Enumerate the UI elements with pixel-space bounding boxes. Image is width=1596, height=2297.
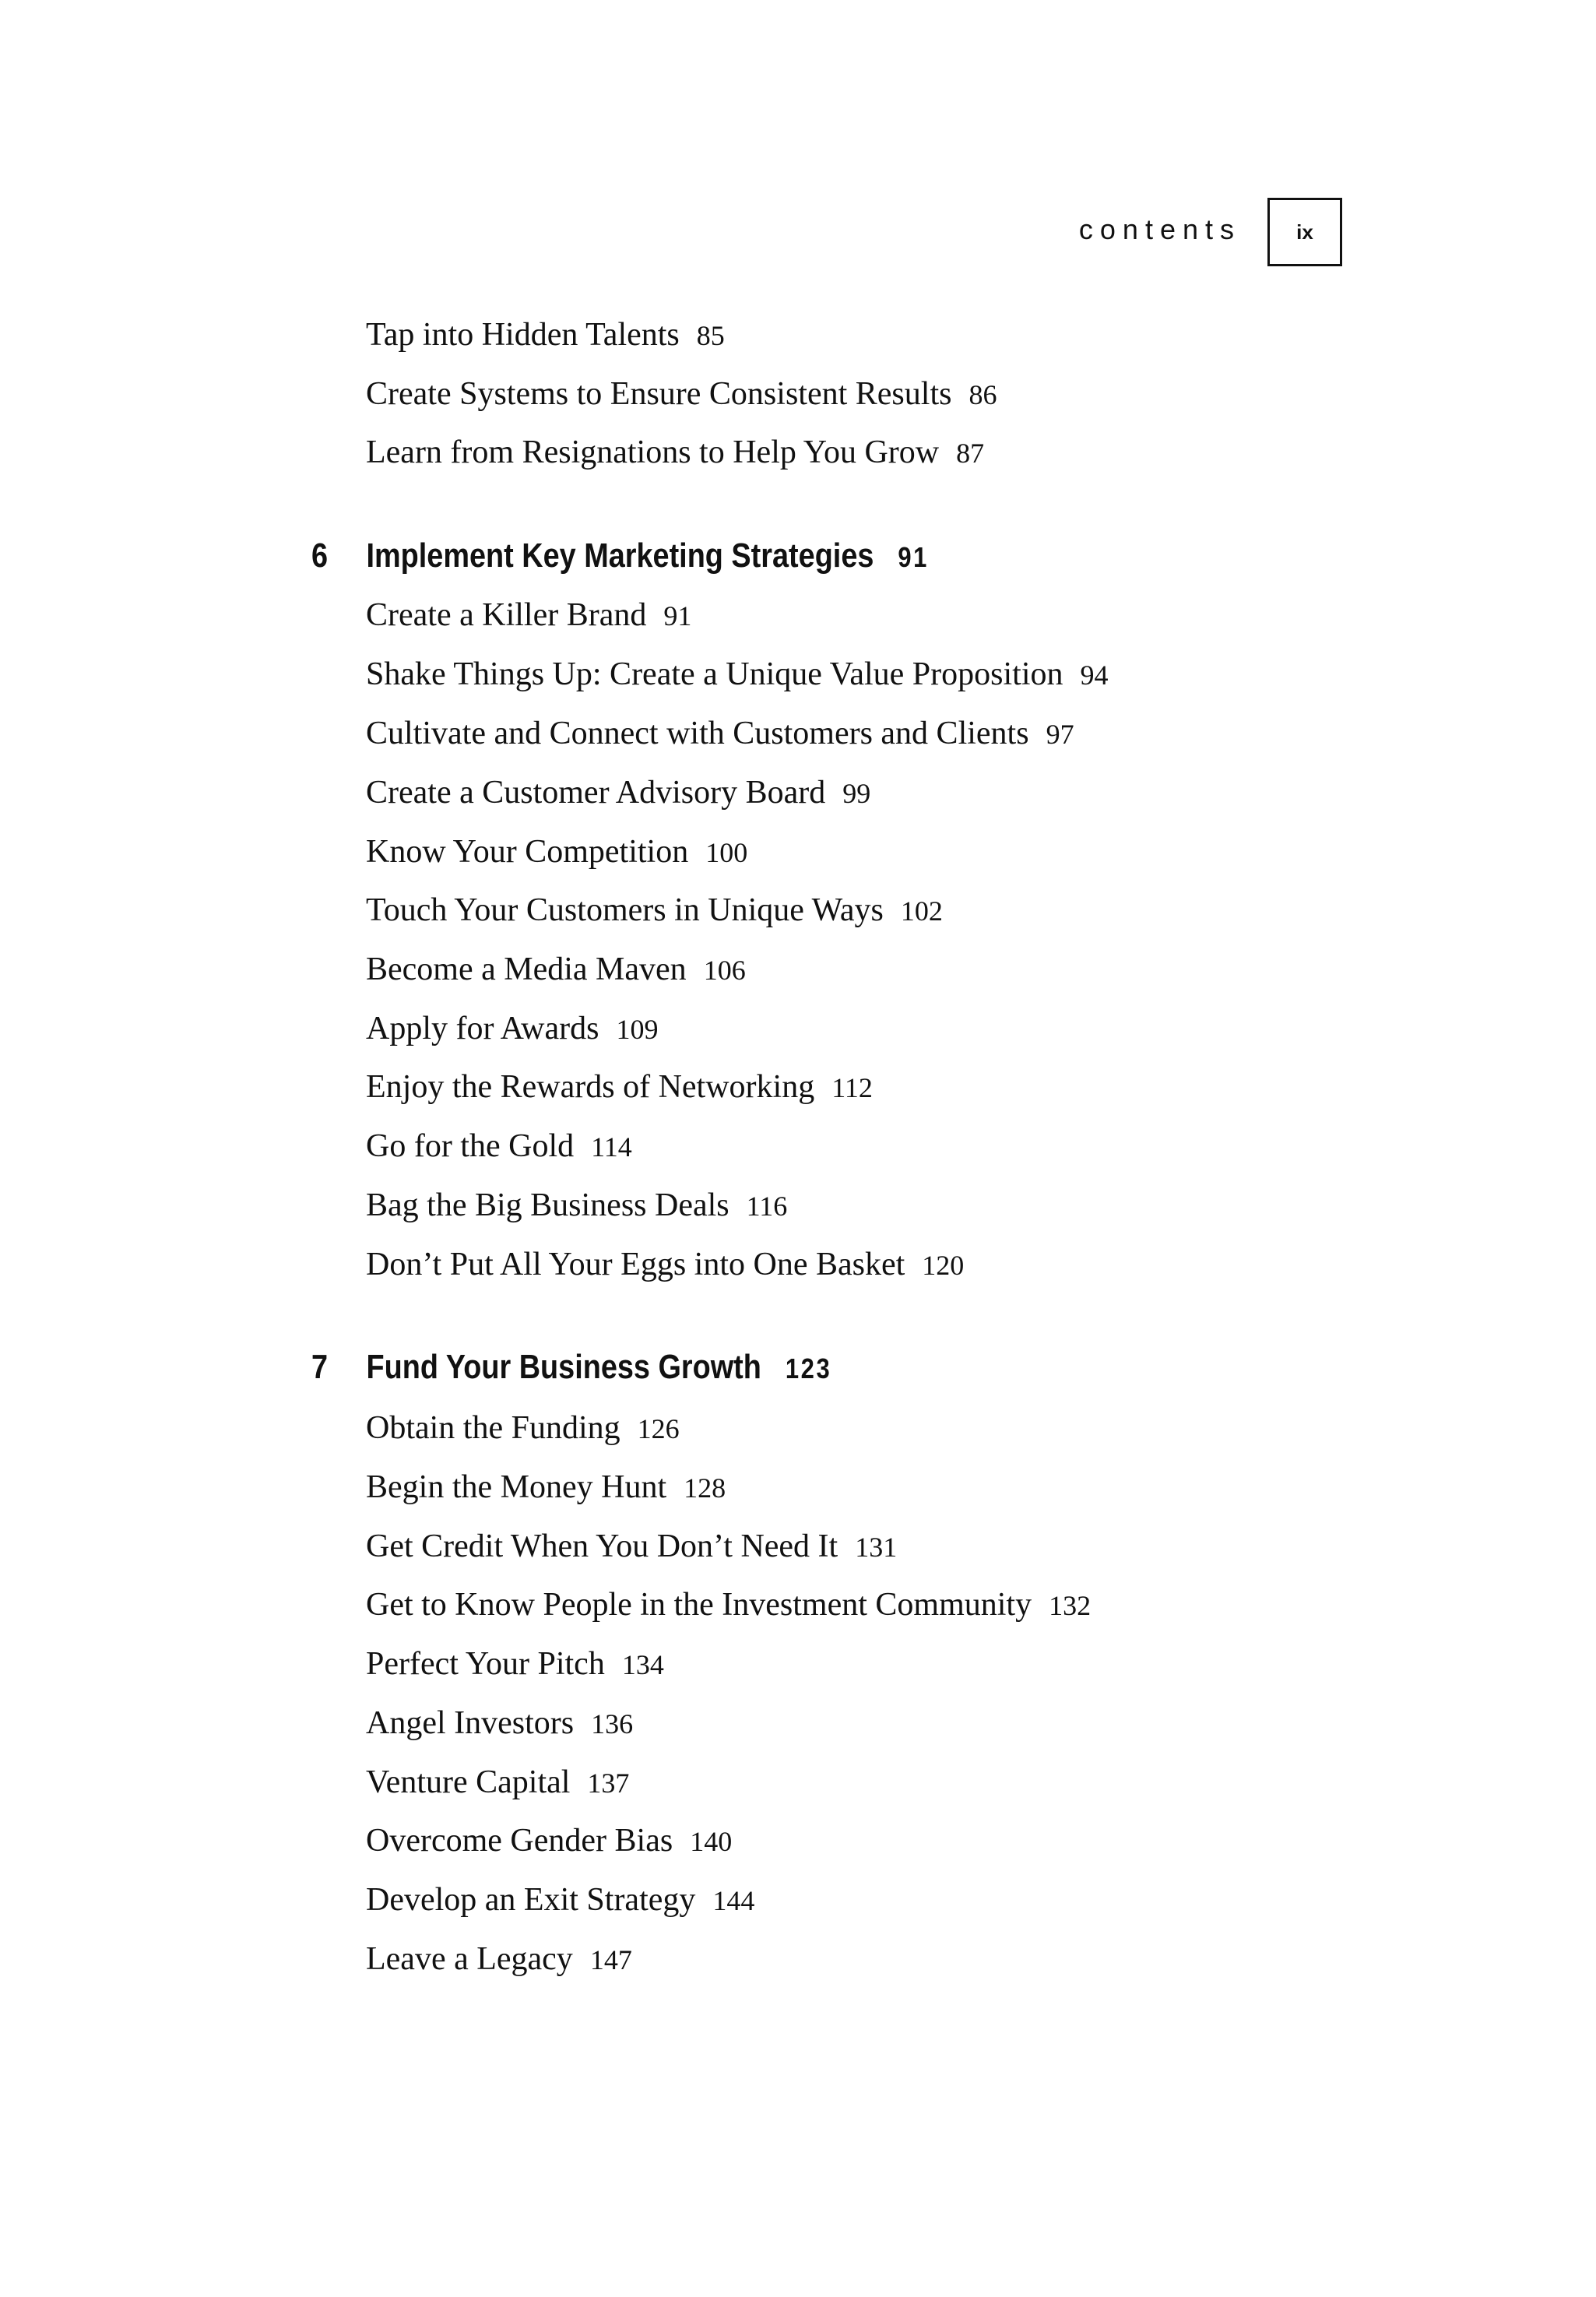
toc-entry-title: Angel Investors (366, 1705, 575, 1741)
toc-entry[interactable] (366, 1940, 632, 1979)
toc-entry[interactable] (366, 1763, 629, 1803)
toc-entry-page: 114 (591, 1131, 632, 1163)
toc-entry[interactable] (366, 433, 984, 473)
chapter-heading-7[interactable] (311, 1345, 831, 1391)
toc-entry-title: Touch Your Customers in Unique Ways (366, 892, 884, 928)
toc-entry-title: Obtain the Funding (366, 1410, 620, 1446)
toc-entry[interactable] (366, 773, 870, 813)
toc-entry-page: 87 (956, 438, 985, 469)
toc-entry-page: 97 (1046, 719, 1074, 750)
toc-entry-page: 126 (637, 1413, 680, 1444)
toc-entry-title: Apply for Awards (366, 1011, 599, 1046)
toc-entry[interactable] (366, 375, 997, 414)
toc-entry-title: Cultivate and Connect with Customers and Clients (366, 716, 1029, 751)
toc-entry[interactable] (366, 1468, 726, 1507)
toc-entry-title: Begin the Money Hunt (366, 1469, 667, 1505)
toc-entry-page: 136 (591, 1708, 634, 1739)
toc-entry-page: 116 (746, 1191, 788, 1222)
toc-entry-page: 112 (831, 1072, 873, 1103)
toc-entry-title: Perfect Your Pitch (366, 1646, 605, 1682)
toc-entry-page: 85 (696, 320, 725, 351)
toc-entry[interactable] (366, 1409, 680, 1448)
chapter-number: 7 (311, 1348, 329, 1386)
toc-entry[interactable] (366, 1068, 873, 1107)
toc-entry-title: Learn from Resignations to Help You Grow (366, 434, 940, 470)
page-number-box (1267, 198, 1342, 266)
toc-entry-title: Create a Killer Brand (366, 597, 647, 633)
toc-entry-title: Leave a Legacy (366, 1941, 573, 1977)
toc-entry[interactable] (366, 714, 1074, 754)
toc-entry[interactable] (366, 1009, 658, 1049)
toc-entry-title: Get Credit When You Don’t Need It (366, 1528, 838, 1564)
toc-entry-page: 102 (900, 895, 943, 927)
toc-entry-title: Go for the Gold (366, 1128, 575, 1164)
chapter-number: 6 (311, 536, 329, 575)
chapter-title: Fund Your Business Growth (366, 1348, 761, 1386)
toc-entry[interactable] (366, 655, 1109, 695)
toc-entry[interactable] (366, 891, 943, 930)
toc-entry-page: 144 (712, 1885, 755, 1916)
toc-entry-title: Get to Know People in the Investment Community (366, 1587, 1032, 1623)
chapter-title: Implement Key Marketing Strategies (366, 536, 874, 575)
toc-entry-page: 134 (621, 1649, 664, 1680)
toc-entry[interactable] (366, 1644, 664, 1684)
toc-entry-page: 94 (1080, 660, 1109, 691)
toc-entry-page: 132 (1049, 1590, 1092, 1621)
toc-entry[interactable] (366, 1527, 897, 1567)
toc-entry-title: Don’t Put All Your Eggs into One Basket (366, 1247, 905, 1282)
toc-entry[interactable] (366, 1127, 632, 1166)
toc-entry-title: Overcome Gender Bias (366, 1823, 673, 1859)
toc-entry-page: 106 (703, 955, 746, 986)
toc-entry-title: Tap into Hidden Talents (366, 317, 680, 353)
toc-entry-title: Know Your Competition (366, 834, 689, 870)
toc-entry[interactable] (366, 315, 725, 355)
toc-entry-title: Develop an Exit Strategy (366, 1882, 696, 1918)
page-header (1079, 196, 1342, 268)
toc-entry[interactable] (366, 950, 746, 990)
toc-entry[interactable] (366, 1585, 1091, 1625)
toc-entry-page: 120 (922, 1250, 965, 1281)
running-head: contents (1078, 213, 1241, 245)
toc-entry-page: 99 (842, 778, 871, 809)
toc-entry-title: Enjoy the Rewards of Networking (366, 1069, 815, 1105)
toc-entry-title: Become a Media Maven (366, 952, 687, 987)
toc-entry-page: 86 (968, 379, 997, 410)
toc-entry[interactable] (366, 1821, 732, 1861)
toc-entry-title: Shake Things Up: Create a Unique Value Proposition (366, 656, 1063, 692)
chapter-heading-6[interactable] (311, 534, 929, 579)
toc-entry[interactable] (366, 832, 747, 872)
toc-entry[interactable] (366, 596, 691, 635)
chapter-page: 123 (785, 1353, 832, 1384)
toc-entry-page: 147 (589, 1944, 632, 1975)
toc-entry-title: Create a Customer Advisory Board (366, 775, 826, 811)
toc-entry-page: 131 (855, 1532, 898, 1563)
toc-entry-page: 140 (690, 1826, 733, 1857)
toc-entry[interactable] (366, 1186, 787, 1226)
toc-entry-title: Venture Capital (366, 1764, 571, 1800)
toc-entry[interactable] (366, 1704, 633, 1743)
toc-entry-page: 100 (705, 837, 748, 868)
toc-entry-page: 128 (684, 1472, 726, 1504)
chapter-page: 91 (898, 541, 929, 573)
page-number: ix (1296, 220, 1313, 244)
toc-entry-page: 91 (663, 600, 692, 631)
toc-entry-page: 137 (587, 1768, 630, 1799)
toc-entry[interactable] (366, 1880, 754, 1920)
toc-entry[interactable] (366, 1245, 964, 1285)
toc-entry-page: 109 (616, 1014, 659, 1045)
toc-entry-title: Create Systems to Ensure Consistent Results (366, 376, 952, 412)
toc-entry-title: Bag the Big Business Deals (366, 1187, 729, 1223)
